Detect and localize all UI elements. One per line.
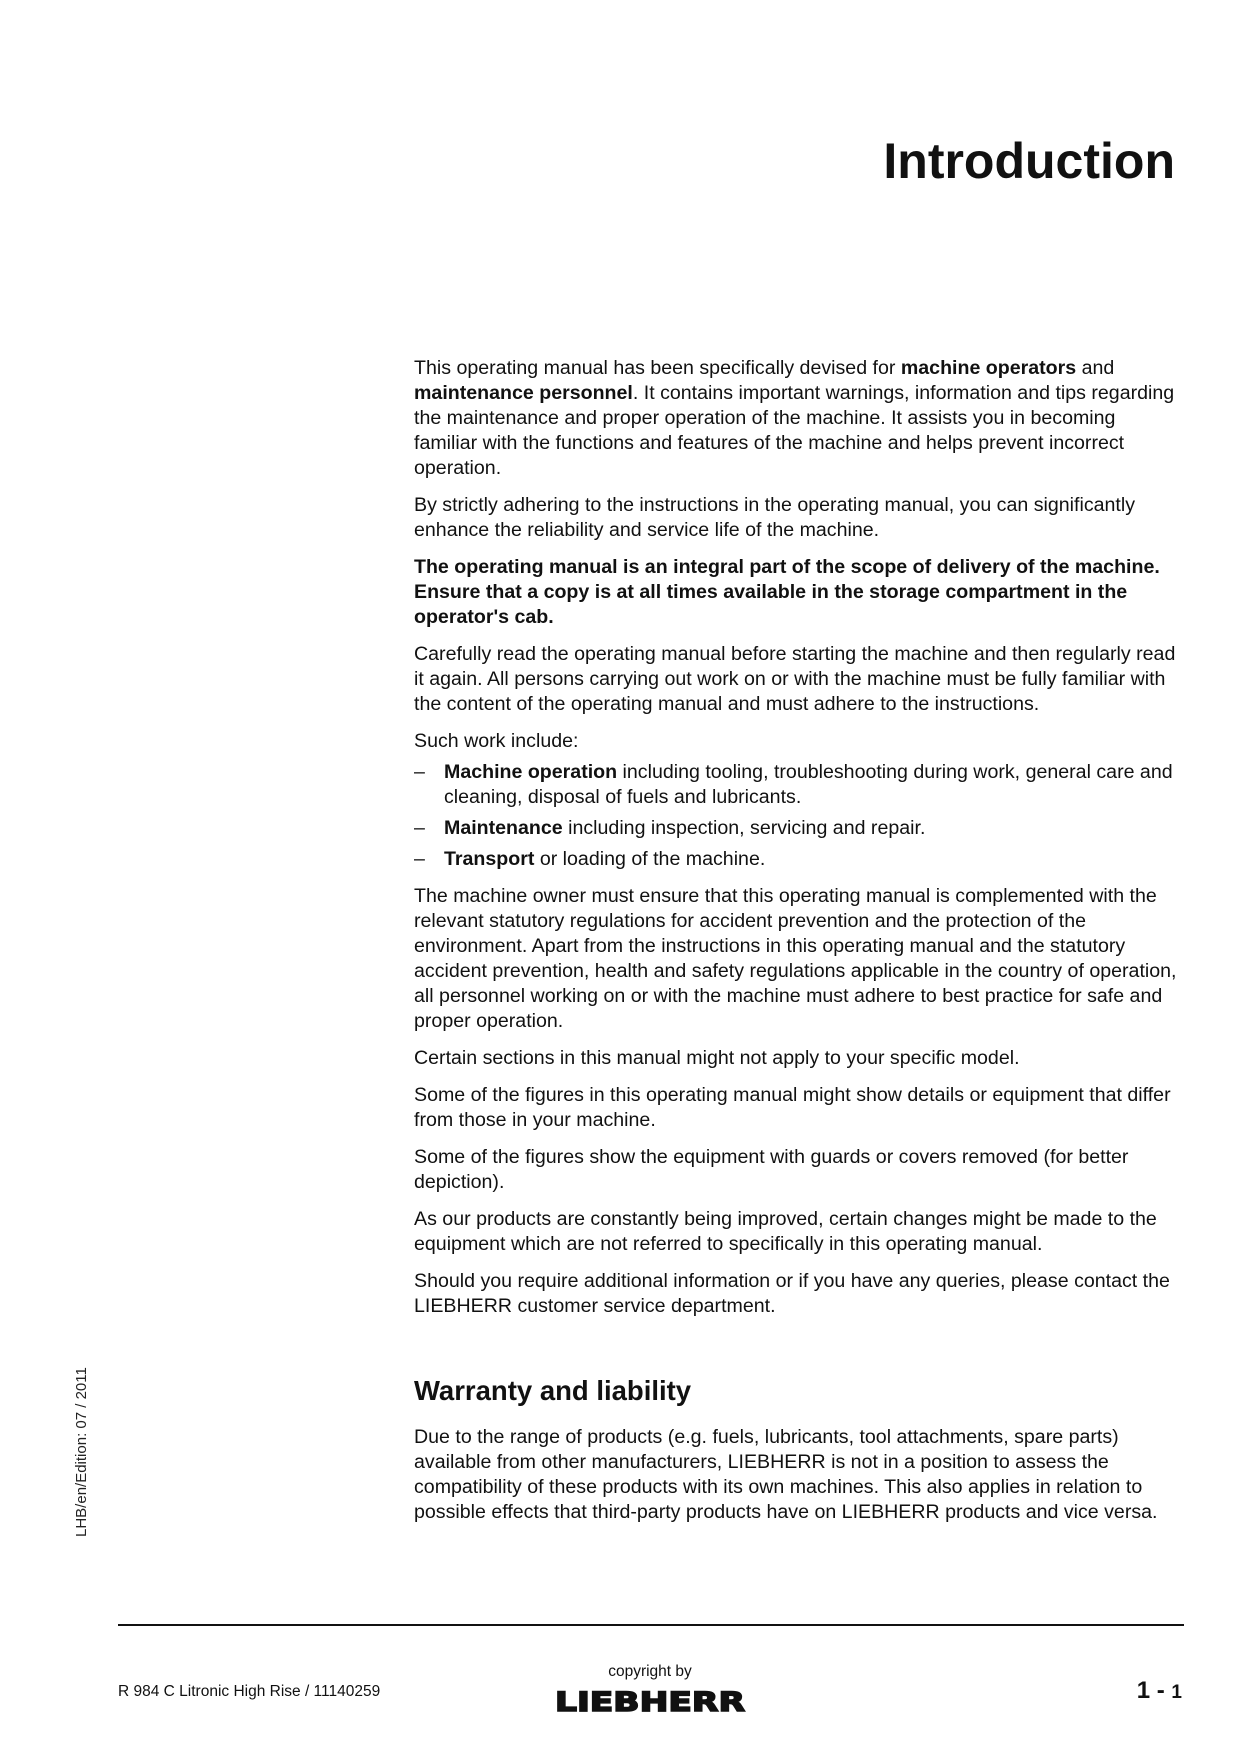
list-item: – Maintenance including inspection, servicing and repair. [414,817,926,839]
list-item: – Transport or loading of the machine. [414,848,766,870]
footer-divider [118,1624,1184,1626]
list-item: – Machine operation including tooling, troubleshooting during work, general care and cleaning, disposal of fuels and lubricants. [414,761,1173,808]
edition-side-text: LHB/en/Edition: 07 / 2011 [73,1367,90,1537]
liebherr-logo [552,1685,748,1715]
footer-model-reference: R 984 C Litronic High Rise / 11140259 [118,1683,381,1700]
intro-paragraph-8: Some of the figures in this operating manual might show details or equipment that differ from those in your machine. [414,1084,1171,1131]
intro-paragraph-3-bold: The operating manual is an integral part of the scope of delivery of the machine. Ensure that a copy is at all times available in the storage compartment in the operator's cab. [414,556,1160,628]
intro-paragraph-1: This operating manual has been specifically devised for machine operators and maintenance personnel. It contains important warnings, information and tips regarding the maintenance and proper operation of the machine. It assists you in becoming familiar with the functions and features of the machine and helps prevent incorrect operation. [414,357,1175,479]
intro-paragraph-10: As our products are constantly being improved, certain changes might be made to the equipment which are not referred to specifically in this operating manual. [414,1208,1157,1255]
intro-paragraph-4: Carefully read the operating manual before starting the machine and then regularly read it again. All persons carrying out work on or with the machine must be fully familiar with the content of the operating manual and must adhere to the instructions. [414,643,1176,715]
work-list [414,760,1184,872]
dash-marker: – [414,848,425,870]
copyright-text: copyright by [608,1663,692,1680]
page-number: 1 - 1 [1136,1677,1182,1704]
intro-paragraph-9: Some of the figures show the equipment with guards or covers removed (for better depiction). [414,1146,1129,1193]
intro-paragraph-11: Should you require additional information or if you have any queries, please contact the LIEBHERR customer service department. [414,1270,1170,1317]
intro-paragraph-7: Certain sections in this manual might not apply to your specific model. [414,1047,1020,1069]
intro-paragraph-2: By strictly adhering to the instructions in the operating manual, you can significantly enhance the reliability and service life of the machine. [414,494,1135,541]
liebherr-logo-text: LIEBHERR [555,1687,746,1715]
footer-brand [550,1663,750,1715]
dash-marker: – [414,761,425,783]
page-title: Introduction [883,133,1175,189]
intro-paragraph-6: The machine owner must ensure that this operating manual is complemented with the relevant statutory regulations for accident prevention and the protection of the environment. Apart from the instructions in this operating manual and the statutory accident prevention, health and safety regulations applicable in the country of operation, all personnel working on or with the machine must adhere to best practice for safe and proper operation. [414,885,1177,1032]
dash-marker: – [414,817,425,839]
warranty-paragraph-1: Due to the range of products (e.g. fuels, lubricants, tool attachments, spare parts) available from other manufacturers, LIEBHERR is not in a position to assess the compatibility of these products with its own machines. This also applies in relation to possible effects that third-party products have on LIEBHERR products and vice versa. [414,1426,1158,1523]
section-heading-warranty: Warranty and liability [414,1375,692,1406]
main-content [414,356,1184,1537]
intro-paragraph-5: Such work include: [414,730,579,752]
